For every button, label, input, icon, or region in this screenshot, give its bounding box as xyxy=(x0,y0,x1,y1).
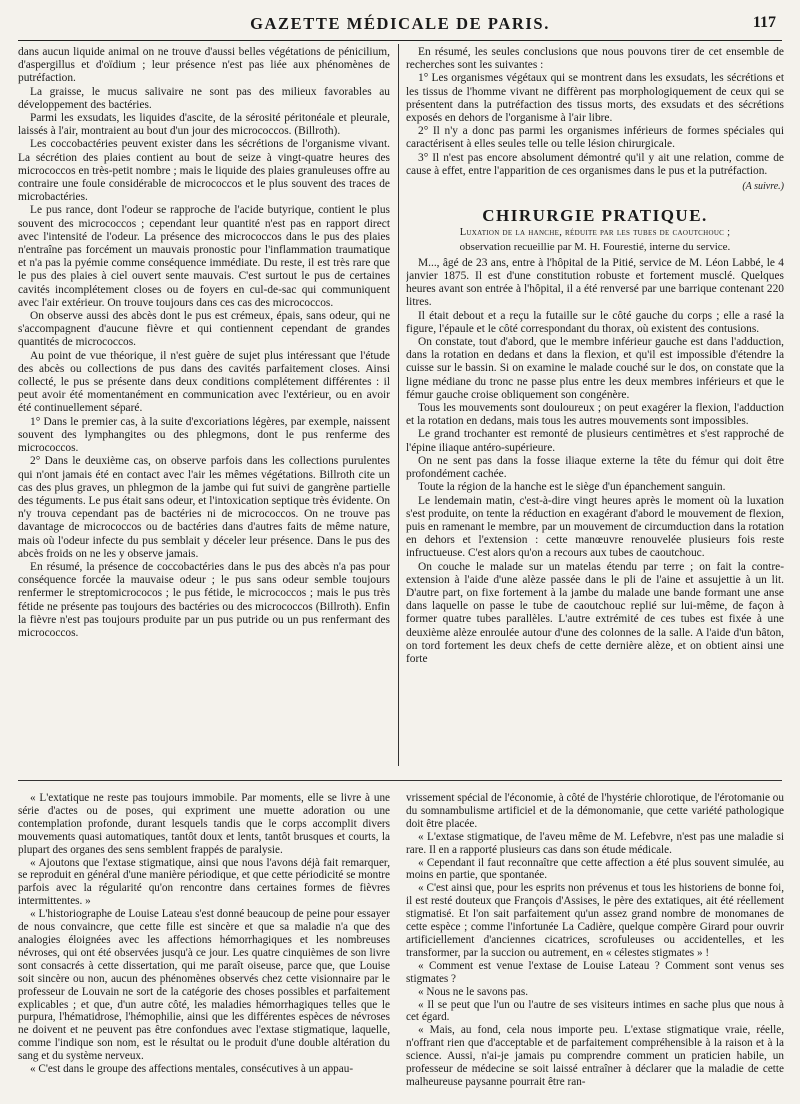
paragraph: « Comment est venue l'extase de Louise Lateau ? Comment sont venus ses stigmates ? xyxy=(406,959,784,985)
paragraph: M..., âgé de 23 ans, entre à l'hôpital de la Pitié, service de M. Léon Labbé, le 4 janvier 1875. Il est d'une constitution robuste et fortement musclé. Quelques heures avant son entrée à l'hôpital, il a été renversé par une barrique contenant 220 litres. xyxy=(406,256,784,309)
feuilleton-right xyxy=(406,792,784,1098)
paragraph: « L'historiographe de Louise Lateau s'est donné beaucoup de peine pour essayer de nous convaincre, que cette fille est sincère et que sa maladie n'a que des analogies éloignées avec les affections hémorrhagiques et les nombreuses névroses, qui ont été observées jusqu'à ce jour. Les quatre cinquièmes de son livre sont consacrés à cette dissertation, qui me paraît oiseuse, parce que, que Louise soit sincère ou non, aucun des phénomènes observés chez cette visionnaire par le professeur de Louvain ne sort de la catégorie des choses possibles et parfaitement explicables ; et que, d'un autre côté, les maladies hémorrhagiques telles que le purpura, l'hématidrose, l'hémophilie, ainsi que les différentes espèces de névroses ne doivent et ne peuvent pas être confondues avec l'extase stigmatique, laquelle, comme l'indique son nom, est le résultat ou le produit d'une double altération du sang et du système nerveux. xyxy=(18,908,390,1063)
paragraph: Parmi les exsudats, les liquides d'ascite, de la sérosité péritonéale et pleurale, laissés à l'air, montraient au bout d'un jour des micrococcos. (Billroth). xyxy=(18,112,390,138)
paragraph: « L'extase stigmatique, de l'aveu même de M. Lefebvre, n'est pas une maladie si rare. Il en a rapporté plusieurs cas dans son étude médicale. xyxy=(406,830,784,856)
paragraph: 1° Dans le premier cas, à la suite d'excoriations légères, par exemple, naissent souvent des lymphangites ou des phlegmons, dont le pus renferme des micrococcos. xyxy=(18,415,390,455)
paragraph: Toute la région de la hanche est le siège d'un épanchement sanguin. xyxy=(418,481,726,494)
paragraph: « Il se peut que l'un ou l'autre de ses visiteurs intimes en sache plus que nous à cet égard. xyxy=(406,998,784,1024)
paragraph: On constate, tout d'abord, que le membre inférieur gauche est dans l'adduction, dans la rotation en dedans et dans la flexion, et qu'il est impossible d'étendre la cuisse sur le bassin. Si on examine le malade couché sur le dos, on constate que la ligne médiane du tronc ne passe plus entre les deux membres inférieurs et que le fémur gauche croise obliquement son congénère. xyxy=(406,336,784,401)
article-subtitle: Luxation de la hanche, réduite par les tubes de caoutchouc ; xyxy=(459,227,731,239)
page-header xyxy=(18,6,782,41)
paragraph: 2° Il n'y a donc pas parmi les organismes inférieurs de formes spéciales qui caractérisent à elles seules telle ou telle lésion chirurgicale. xyxy=(406,125,784,151)
paragraph: On couche le malade sur un matelas étendu par terre ; on fait la contre-extension à l'aide d'une alèze passée dans le pli de l'aine et assujettie à un lit. D'autre part, on fixe fortement à la jambe du malade une bande formant une anse dans laquelle on passe le tube de caoutchouc replié sur lui-même, de façon à former quatre tubes parallèles. L'autre extrémité de ces tubes est fixée à une deuxième alèze enroulée autour d'une des colonnes de la salle. A l'aide d'un bâton, on tord fortement les deux chefs de cette dernière alèze, et on obtient ainsi une forte xyxy=(406,560,784,665)
feuilleton-left xyxy=(18,792,390,1098)
left-column xyxy=(18,46,390,766)
paragraph: « C'est dans le groupe des affections mentales, consécutives à un appau- xyxy=(30,1063,354,1076)
paragraph: En résumé, la présence de coccobactéries dans le pus des abcès n'a pas pour conséquence forcée la mauvaise odeur ; le pus sans odeur semble toujours renfermer le streptomicrococos ; le pus fétide, le micrococcos ; mais le pus très fétide ne présente pas toujours des bactéries ou des micrococcos (Billroth). Enfin la fièvre n'est pas toujours produite par un pus putride ou un pus renfermant des micrococcos. xyxy=(18,560,390,639)
paragraph: « C'est ainsi que, pour les esprits non prévenus et tous les historiens de bonne foi, il est resté douteux que François d'Assises, le père des extatiques, ait été réellement stigmatisé. Et l'on sait parfaitement qu'un assez grand nombre de monomanes de cette espèce ; comme l'infortunée La Cadière, quelque compère Girard pour ouvrir artificiellement d'anciennes cicatrices, scrofuleuses ou accidentelles, et les transformer, par la succion ou autrement, en « célestes stigmates » ! xyxy=(406,882,784,959)
paragraph: On observe aussi des abcès dont le pus est crémeux, épais, sans odeur, qui ne s'accompagnent d'aucune fièvre et qui contiennent cependant de grandes quantités de micrococcos. xyxy=(18,310,390,349)
paragraph: 1° Les organismes végétaux qui se montrent dans les exsudats, les sécrétions et les tissus de l'homme vivant ne diffèrent pas morphologiquement de ceux qui se présentent dans la putréfaction des tissus morts, des exsudats et des sécrétions exposés en dehors de l'organisme à l'air libre. xyxy=(406,72,784,125)
paragraph: « Nous ne le savons pas. xyxy=(418,985,528,998)
section-divider xyxy=(18,780,782,781)
paragraph: « Ajoutons que l'extase stigmatique, ainsi que nous l'avons déjà fait remarquer, se reproduit en général d'une manière périodique, et que cette périodicité se montre parfois avec la régularité qu'on rencontre dans certaines formes de fièvres intermittentes. » xyxy=(18,856,390,908)
paragraph: En résumé, les seules conclusions que nous pouvons tirer de cet ensemble de recherches sont les suivantes : xyxy=(406,46,784,72)
column-divider xyxy=(398,44,399,766)
paragraph: On ne sent pas dans la fosse iliaque externe la tête du fémur qui doit être profondément cachée. xyxy=(406,454,784,481)
paragraph: Le lendemain matin, c'est-à-dire vingt heures après le moment où la luxation s'est produite, on tente la réduction en exagérant d'abord le mouvement de flexion, puis en ramenant le membre, par un mouvement de circumduction dans la rotation en dehors et l'extension : cette manœuvre renouvelée plusieurs fois reste infructueuse. C'est alors qu'on a recours aux tubes de caoutchouc. xyxy=(406,494,784,560)
article-byline: observation recueillie par M. H. Fourestié, interne du service. xyxy=(459,240,731,253)
journal-title: GAZETTE MÉDICALE DE PARIS. xyxy=(250,14,550,33)
paragraph: dans aucun liquide animal on ne trouve d'aussi belles végétations de pénicilium, d'aspergillus et d'oïdium ; leur présence n'est pas liée aux phénomènes de putréfaction. xyxy=(18,46,390,85)
paragraph: 2° Dans le deuxième cas, on observe parfois dans les collections purulentes qui n'ont jamais été en contact avec l'air les mêmes végétations. Billroth cite un cas des plus graves, un phlegmon de la jambe qui fut suivi de gangrène partielle des téguments. Le pus était sans odeur, et l'intoxication septique très évidente. On n'y trouva cependant pas de bactéries ni de micrococcos. On ne trouve pas davantage de micrococcos ou de bactéries dans d'autres faits de même nature, mais où l'odeur infecte du pus semblait y déceler leur présence. Dans le pus des abcès froids on ne les y observe jamais. xyxy=(18,455,390,560)
page-number: 117 xyxy=(752,14,776,31)
paragraph: La graisse, le mucus salivaire ne sont pas des milieux favorables au développement des bactéries. xyxy=(18,85,390,111)
section-title: CHIRURGIE PRATIQUE. xyxy=(482,206,708,226)
paragraph: Au point de vue théorique, il n'est guère de sujet plus intéressant que l'étude des abcès ou collections de pus dans des cavités parfaitement closes. Ainsi collecté, le pus se présente dans deux conditions complétement différentes : il peut avoir été momentanément en communication avec l'extérieur, ou en avoir été continuellement séparé. xyxy=(18,349,390,415)
paragraph: Tous les mouvements sont douloureux ; on peut exagérer la flexion, l'adduction et la rotation en dedans, mais tous les autres mouvements sont impossibles. xyxy=(406,402,784,428)
paragraph: « L'extatique ne reste pas toujours immobile. Par moments, elle se livre à une série d'actes ou de poses, qui expriment une muette adoration ou une contemplation profonde, durant lesquels tandis que le corps accomplit divers mouvements quasi automatiques, tantôt doux et lents, tantôt brusques et courts, la plupart des organes des sens semblent frappés de paralysie. xyxy=(18,792,390,856)
paragraph: Les coccobactéries peuvent exister dans les sécrétions de l'organisme vivant. La sécrétion des plaies contient au bout de seize à vingt-quatre heures des micrococcos en très-petit nombre ; mais le liquide des plaies granuleuses offre au contraire une foule considérable de micrococcos et le plus souvent des traces de microbactéries. xyxy=(18,138,390,204)
paragraph: Le pus rance, dont l'odeur se rapproche de l'acide butyrique, contient le plus souvent des micrococcos ; cependant leur quantité n'est pas en rapport direct avec l'intensité de l'odeur. La présence des micrococcos dans le pus des plaies n'entraîne pas forcément un mauvais pronostic pour l'inflammation traumatique et n'a pas la pyémie comme conséquence immédiate. Du reste, il est très rare que le pus des plaies à ciel ouvert sente mauvais. C'est surtout le pus de certaines cavités incomplétement closes ou de foyers en cul-de-sac qui communiquent avec l'air extérieur. On trouve toujours dans ces cas des micrococcos. xyxy=(18,204,390,309)
paragraph: Le grand trochanter est remonté de plusieurs centimètres et s'est rapproché de l'épine iliaque antéro-supérieure. xyxy=(406,428,784,454)
paragraph: 3° Il n'est pas encore absolument démontré qu'il y ait une relation, comme de cause à effet, entre l'apparition de ces organismes dans le pus et la putréfaction. xyxy=(406,151,784,177)
paragraph: vrissement spécial de l'économie, à côté de l'hystérie chlorotique, de l'érotomanie ou du somnambulisme artificiel et de la démonomanie, que cette variété pathologique doit être placée. xyxy=(406,792,784,830)
paragraph: « Cependant il faut reconnaître que cette affection a été plus souvent simulée, au moins en partie, que spontanée. xyxy=(406,856,784,882)
paragraph: Il était debout et a reçu la futaille sur le côté gauche du corps ; elle a rasé la figure, l'épaule et le côté correspondant du thorax, où existent des contusions. xyxy=(406,309,784,335)
right-column xyxy=(406,46,784,766)
to-be-continued: (A suivre.) xyxy=(742,181,784,193)
paragraph: « Mais, au fond, cela nous importe peu. L'extase stigmatique vraie, réelle, n'offrant rien que d'acceptable et de parfaitement compréhensible à la raison et à la science. Aussi, n'ai-je jamais pu comprendre comment un praticien habile, un professeur de médecine se soit laissé entraîner à déclarer que la maladie de cette malheureuse paysanne pourrait être ran- xyxy=(406,1024,784,1088)
